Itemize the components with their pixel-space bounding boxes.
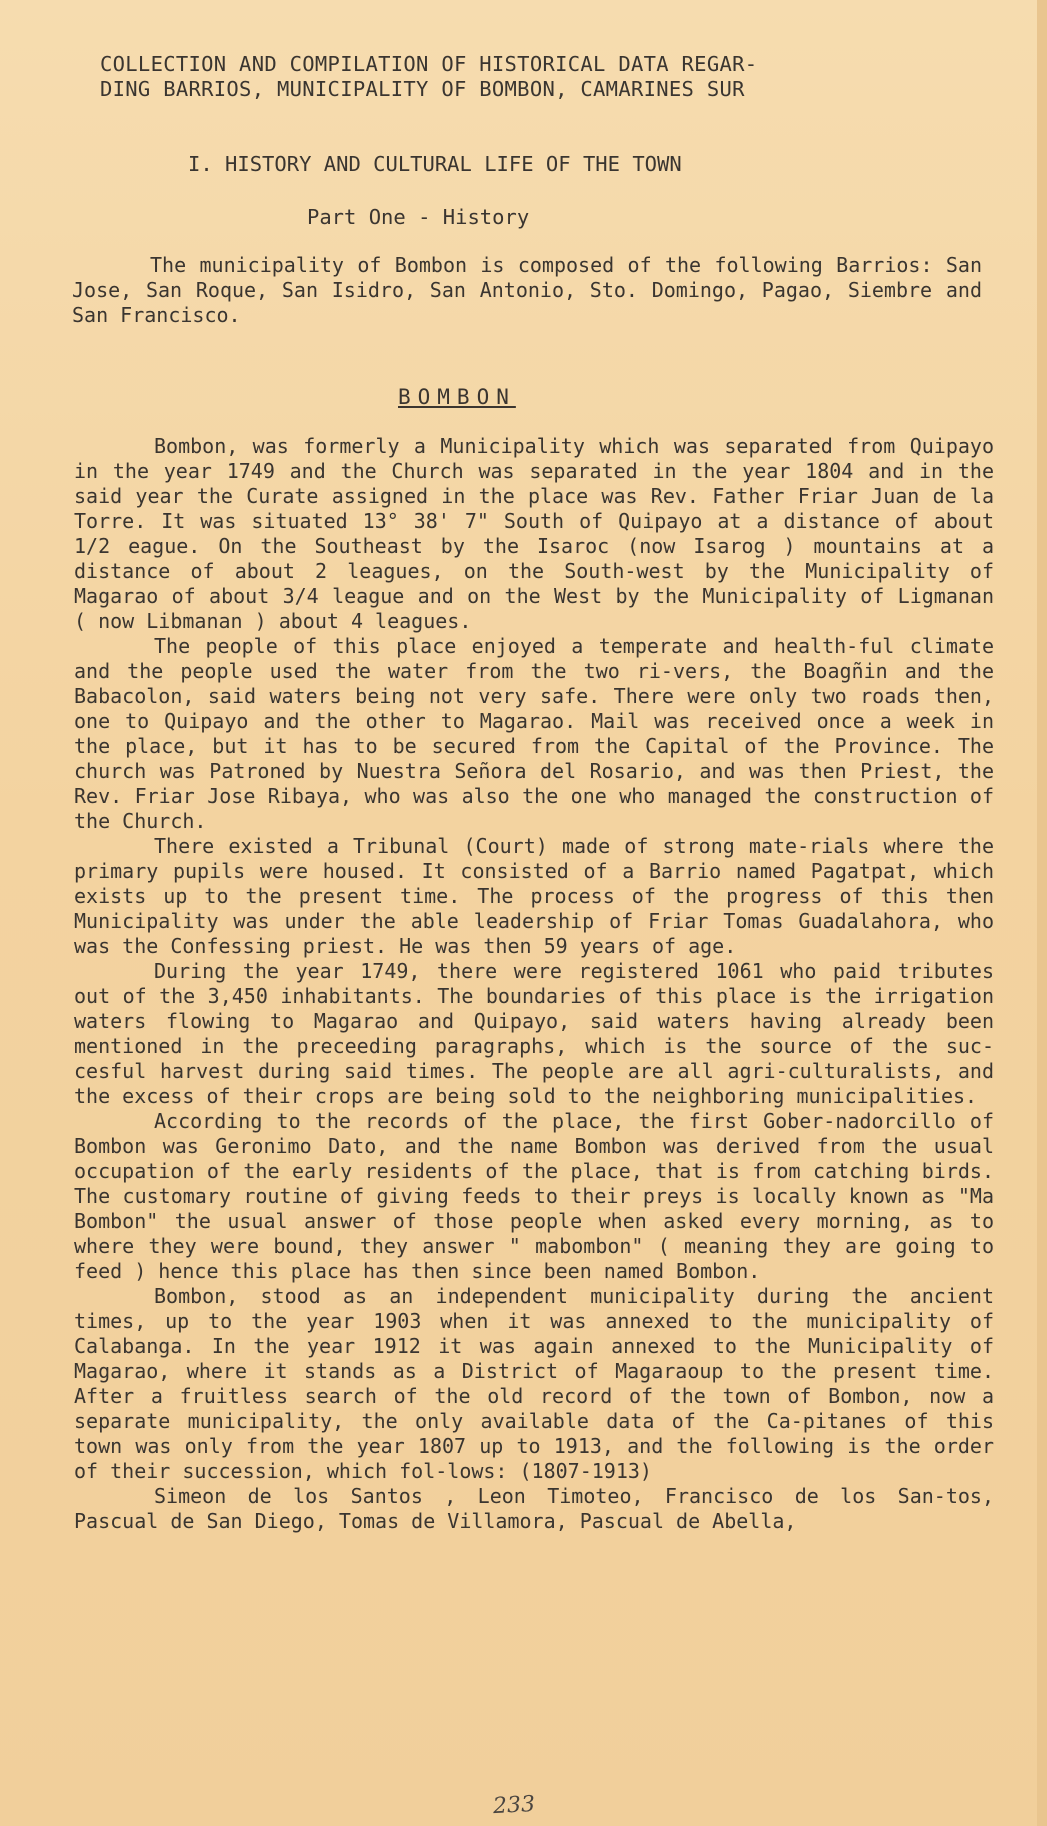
page-number: 233 bbox=[492, 1791, 536, 1820]
paragraph-5: According to the records of the place, the first Gober-nadorcillo of Bombon was Geronimo Dato, and the name Bombon was derived from the usual occupation of the early residents of the place, that is from catching birds. The customary routine of giving feeds to their preys is locally known as "Ma Bombon" the usual answer of those people when asked every morning, as to where they were bound, they answer " mabombon" ( meaning they are going to feed ) hence this place has then since been named Bombon. bbox=[74, 1109, 994, 1283]
paragraph-7: Simeon de los Santos , Leon Timoteo, Francisco de los San-tos, Pascual de San Diego, Tomas de Villamora, Pascual de Abella, bbox=[74, 1484, 994, 1533]
heading-line-1: COLLECTION AND COMPILATION OF HISTORICAL DATA REGAR- bbox=[100, 52, 758, 76]
town-heading: BOMBON bbox=[398, 385, 516, 409]
part-title: Part One - History bbox=[307, 205, 530, 229]
document-heading bbox=[100, 52, 960, 102]
paragraph-4: During the year 1749, there were registered 1061 who paid tributes out of the 3,450 inhabitants. The boundaries of this place is the irrigation waters flowing to Magarao and Quipayo, said waters having already been mentioned in the preceeding paragraphs, which is the source of the suc-cesful harvest during said times. The people are all agri-culturalists, and the excess of their crops are being sold to the neighboring municipalities. bbox=[74, 959, 994, 1108]
section-title: I. HISTORY AND CULTURAL LIFE OF THE TOWN bbox=[188, 152, 682, 176]
paragraph-3: There existed a Tribunal (Court) made of strong mate-rials where the primary pupils were housed. It consisted of a Barrio named Pagatpat, which exists up to the present time. The process of the progress of this then Municipality was under the able leadership of Friar Tomas Guadalahora, who was the Confessing priest. He was then 59 years of age. bbox=[74, 834, 994, 958]
intro-paragraph: The municipality of Bombon is composed of the following Barrios: San Jose, San Roque, San Isidro, San Antonio, Sto. Domingo, Pagao, Siembre and San Francisco. bbox=[72, 253, 982, 327]
paragraph-6: Bombon, stood as an independent municipality during the ancient times, up to the year 1903 when it was annexed to the municipality of Calabanga. In the year 1912 it was again annexed to the Municipality of Magarao, where it stands as a District of Magaraoup to the present time. After a fruitless search of the old record of the town of Bombon, now a separate municipality, the only available data of the Ca-pitanes of this town was only from the year 1807 up to 1913, and the following is the order of their succession, which fol-lows: (1807-1913) bbox=[74, 1284, 994, 1483]
paragraph-1: Bombon, was formerly a Municipality which was separated from Quipayo in the year 1749 and the Church was separated in the year 1804 and in the said year the Curate assigned in the place was Rev. Father Friar Juan de la Torre. It was situated 13° 38' 7" South of Quipayo at a distance of about 1/2 eague. On the Southeast by the Isaroc (now Isarog ) mountains at a distance of about 2 leagues, on the South-west by the Municipality of Magarao of about 3/4 league and on the West by the Municipality of Ligmanan ( now Libmanan ) about 4 leagues. bbox=[74, 434, 994, 633]
paragraph-2: The people of this place enjoyed a temperate and health-ful climate and the people used the water from the two ri-vers, the Boagñin and the Babacolon, said waters being not very safe. There were only two roads then, one to Quipayo and the other to Magarao. Mail was received once a week in the place, but it has to be secured from the Capital of the Province. The church was Patroned by Nuestra Señora del Rosario, and was then Priest, the Rev. Friar Jose Ribaya, who was also the one who managed the construction of the Church. bbox=[74, 634, 994, 833]
paper-edge bbox=[1037, 0, 1047, 1826]
history-body bbox=[74, 434, 994, 1534]
heading-line-2: DING BARRIOS, MUNICIPALITY OF BOMBON, CAMARINES SUR bbox=[100, 77, 745, 101]
